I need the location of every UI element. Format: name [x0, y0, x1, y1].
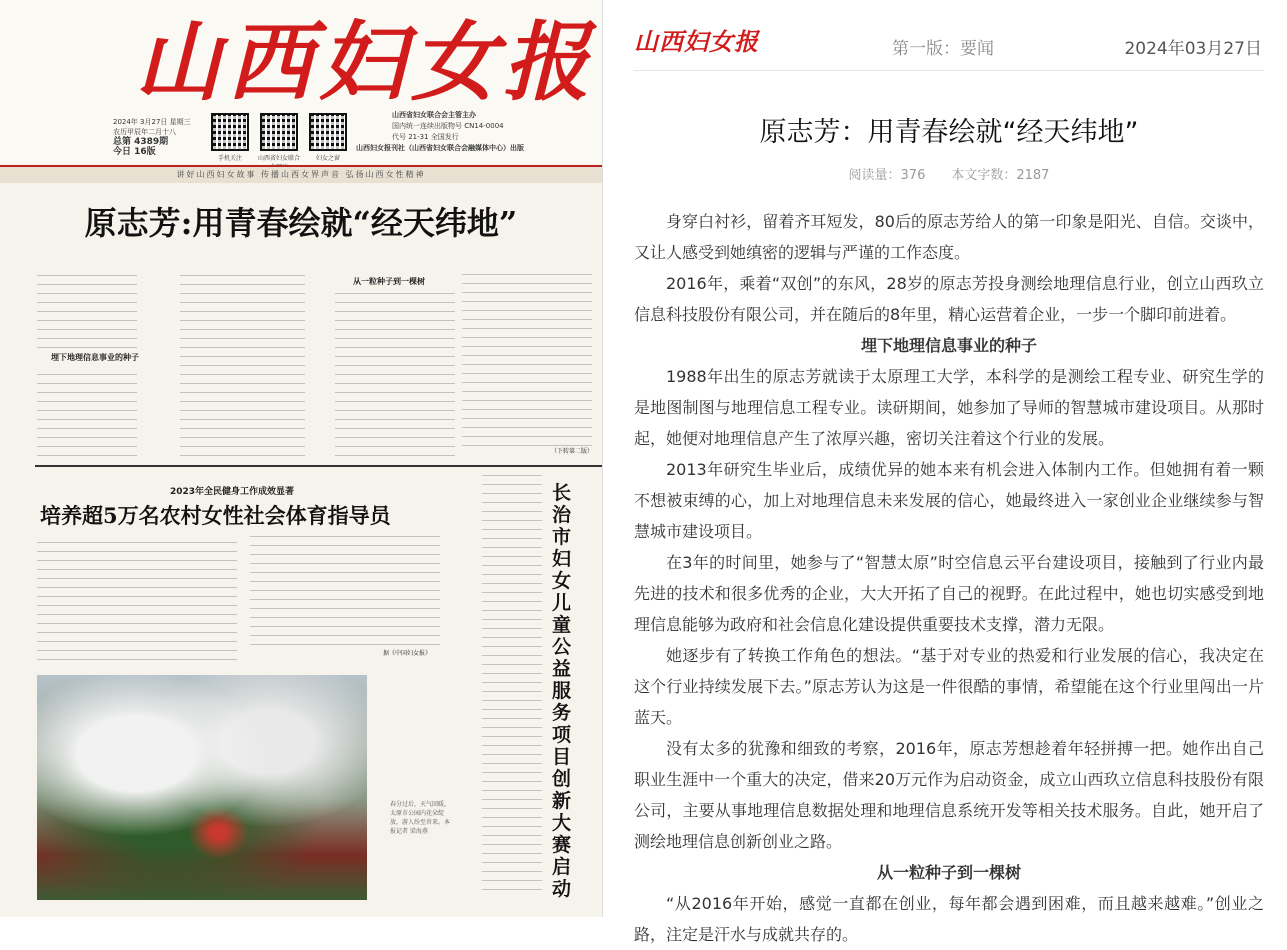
paragraph: 2016年，乘着“双创”的东风，28岁的原志芳投身测绘地理信息行业，创立山西玖立信息科技股份有限公司，并在随后的8年里，精心运营着企业，一步一个脚印前进着。 [634, 274, 1264, 324]
paragraph: “从2016年开始，感觉一直都在创业，每年都会遇到困难，而且越来越难。”创业之路，注定是汗水与成就共存的。 [634, 894, 1264, 944]
text-column [37, 535, 237, 660]
masthead [0, 0, 602, 164]
slogan-bar: 讲好山西妇女故事 传播山西女界声音 弘扬山西女性精神 [0, 165, 602, 183]
section2-headline[interactable]: 培养超5万名农村女性社会体育指导员 [40, 503, 391, 528]
article-title: 原志芳：用青春绘就“经天纬地” [759, 117, 1139, 148]
paragraph: 在3年的时间里，她参与了“智慧太原”时空信息云平台建设项目，接触到了行业内最先进的技术和很多优秀的企业，大大开拓了自己的视野。在此过程中，她也切实感受到地理信息能够为政府和社会信息化建设提供重要技术支撑，潜力无限。 [634, 553, 1264, 634]
qr-caption: 山西省妇女联合 [257, 155, 300, 162]
text-column [250, 535, 440, 645]
text-column [462, 268, 592, 446]
section-heading: 埋下地理信息事业的种子 [860, 336, 1037, 355]
masthead-logo: 山西妇女报 [135, 12, 595, 113]
reader-header [634, 0, 1264, 71]
article-body [634, 206, 1264, 950]
paragraph: 身穿白衬衫，留着齐耳短发，80后的原志芳给人的第一印象是阳光、自信。交谈中，又让人感受到她缜密的逻辑与严谨的工作态度。 [634, 212, 1264, 262]
paragraph: 她逐步有了转换工作角色的想法。“基于对专业的热爱和行业发展的信心，我决定在这个行业持续发展下去。”原志芳认为这是一件很酷的事情，希望能在这个行业里闯出一片蓝天。 [634, 646, 1264, 727]
qr-caption: 妇女之窗 [315, 155, 340, 162]
word-count: 本文字数：2187 [951, 168, 1050, 183]
text-column [180, 268, 305, 456]
newspaper-page-image[interactable] [0, 0, 603, 917]
text-column [37, 366, 137, 456]
read-count: 阅读量：376 [848, 168, 926, 183]
publisher-info: 山西省妇女联合会主管主办 国内统一连续出版物号 CN14-0004 代号 21-31 全国发行 山西妇女报刊社（山西省妇女联合会融媒体中心）出版 [356, 111, 524, 152]
paragraph: 没有太多的犹豫和细致的考察，2016年，原志芳想趁着年轻拼搏一把。她作出自己职业生涯中一个重大的决定，借来20万元作为启动资金，成立山西玖立信息科技股份有限公司，主要从事地理信息数据处理和地理信息系统开发等相关技术服务。自此，她开启了测绘地理信息创新创业之路。 [634, 739, 1264, 851]
qr-code-icon [311, 115, 345, 149]
text-column [335, 292, 455, 456]
continued-note: （下转第二版） [548, 446, 596, 455]
qr-caption: 手机关注 [217, 155, 242, 162]
reader-logo[interactable]: 山西妇女报 [634, 27, 759, 56]
news-photo[interactable] [37, 675, 367, 900]
subhead: 埋下地理信息事业的种子 [48, 352, 142, 363]
issue-number: 总第 4389期 [113, 137, 169, 147]
text-column [482, 470, 542, 890]
article-reader [634, 0, 1264, 944]
section-divider [35, 465, 602, 467]
masthead-date-block [113, 117, 191, 157]
paragraph: 1988年出生的原志芳就读于太原理工大学，本科学的是测绘工程专业、研究生学的是地图制图与地理信息工程专业。读研期间，她参加了导师的智慧城市建设项目。从那时起，她便对地理信息产生了浓厚兴趣，密切关注着这个行业的发展。 [634, 367, 1264, 448]
section-heading: 从一粒种子到一棵树 [876, 863, 1021, 882]
text-column [37, 268, 137, 348]
vertical-headline[interactable]: 长治市妇女儿童公益服务项目创新大赛启动 [552, 482, 572, 900]
paragraph: 2013年研究生毕业后，成绩优异的她本来有机会进入体制内工作。但她拥有着一颗不想被束缚的心，加上对地理信息未来发展的信心，她最终进入一家创业企业继续参与智慧城市建设项目。 [634, 460, 1264, 541]
issue-date[interactable]: 2024年03月27日 [1124, 39, 1262, 59]
edition-label[interactable]: 第一版：要闻 [892, 39, 994, 59]
date-line: 2024年 3月27日 星期三 [113, 118, 191, 126]
article-stats [634, 164, 1264, 183]
section2-kicker: 2023年全民健身工作成效显著 [170, 487, 295, 497]
photo-caption: 春分过后，天气回暖，太原市公园内花朵绽放，游人纷至沓来。本报记者 梁海燕 [390, 801, 451, 835]
page-count: 今日 16版 [113, 147, 156, 157]
lead-article-headline[interactable]: 原志芳:用青春绘就“经天纬地” [84, 204, 518, 242]
section2-source: 据《中国妇女报》 [380, 648, 434, 657]
qr-code-icon [262, 115, 296, 149]
subhead: 从一粒种子到一棵树 [350, 276, 428, 287]
qr-code-icon [213, 115, 247, 149]
lunar-line: 农历甲辰年二月十八 [113, 128, 176, 136]
